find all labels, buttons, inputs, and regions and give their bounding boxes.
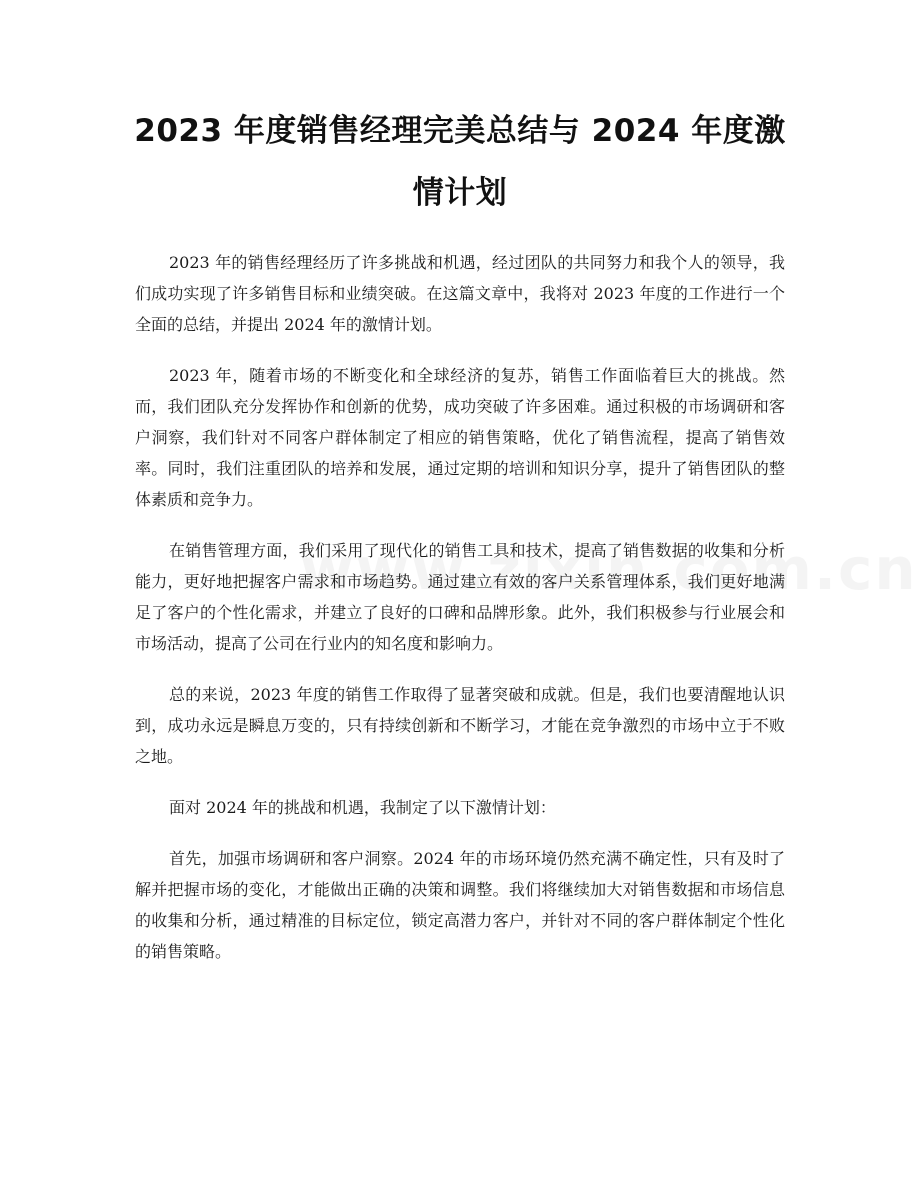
paragraph-6: 首先，加强市场调研和客户洞察。2024 年的市场环境仍然充满不确定性，只有及时了解并把握市场的变化，才能做出正确的决策和调整。我们将继续加大对销售数据和市场信息的收集和分析，通过精准的目标定位，锁定高潜力客户，并针对不同的客户群体制定个性化的销售策略。 bbox=[135, 849, 785, 961]
document-body bbox=[135, 247, 785, 987]
document-title: 2023 年度销售经理完美总结与 2024 年度激情计划 bbox=[134, 113, 786, 211]
paragraph-2: 2023 年，随着市场的不断变化和全球经济的复苏，销售工作面临着巨大的挑战。然而，我们团队充分发挥协作和创新的优势，成功突破了许多困难。通过积极的市场调研和客户洞察，我们针对不同客户群体制定了相应的销售策略，优化了销售流程，提高了销售效率。同时，我们注重团队的培养和发展，通过定期的培训和知识分享，提升了销售团队的整体素质和竞争力。 bbox=[135, 366, 785, 509]
paragraph-4: 总的来说，2023 年度的销售工作取得了显著突破和成就。但是，我们也要清醒地认识到，成功永远是瞬息万变的，只有持续创新和不断学习，才能在竞争激烈的市场中立于不败之地。 bbox=[135, 685, 785, 766]
paragraph-5: 面对 2024 年的挑战和机遇，我制定了以下激情计划： bbox=[169, 798, 556, 817]
paragraph-3: 在销售管理方面，我们采用了现代化的销售工具和技术，提高了销售数据的收集和分析能力，更好地把握客户需求和市场趋势。通过建立有效的客户关系管理体系，我们更好地满足了客户的个性化需求，并建立了良好的口碑和品牌形象。此外，我们积极参与行业展会和市场活动，提高了公司在行业内的知名度和影响力。 bbox=[135, 541, 785, 653]
paragraph-1: 2023 年的销售经理经历了许多挑战和机遇，经过团队的共同努力和我个人的领导，我们成功实现了许多销售目标和业绩突破。在这篇文章中，我将对 2023 年度的工作进行一个全面的总结，并提出 2024 年的激情计划。 bbox=[135, 253, 785, 334]
